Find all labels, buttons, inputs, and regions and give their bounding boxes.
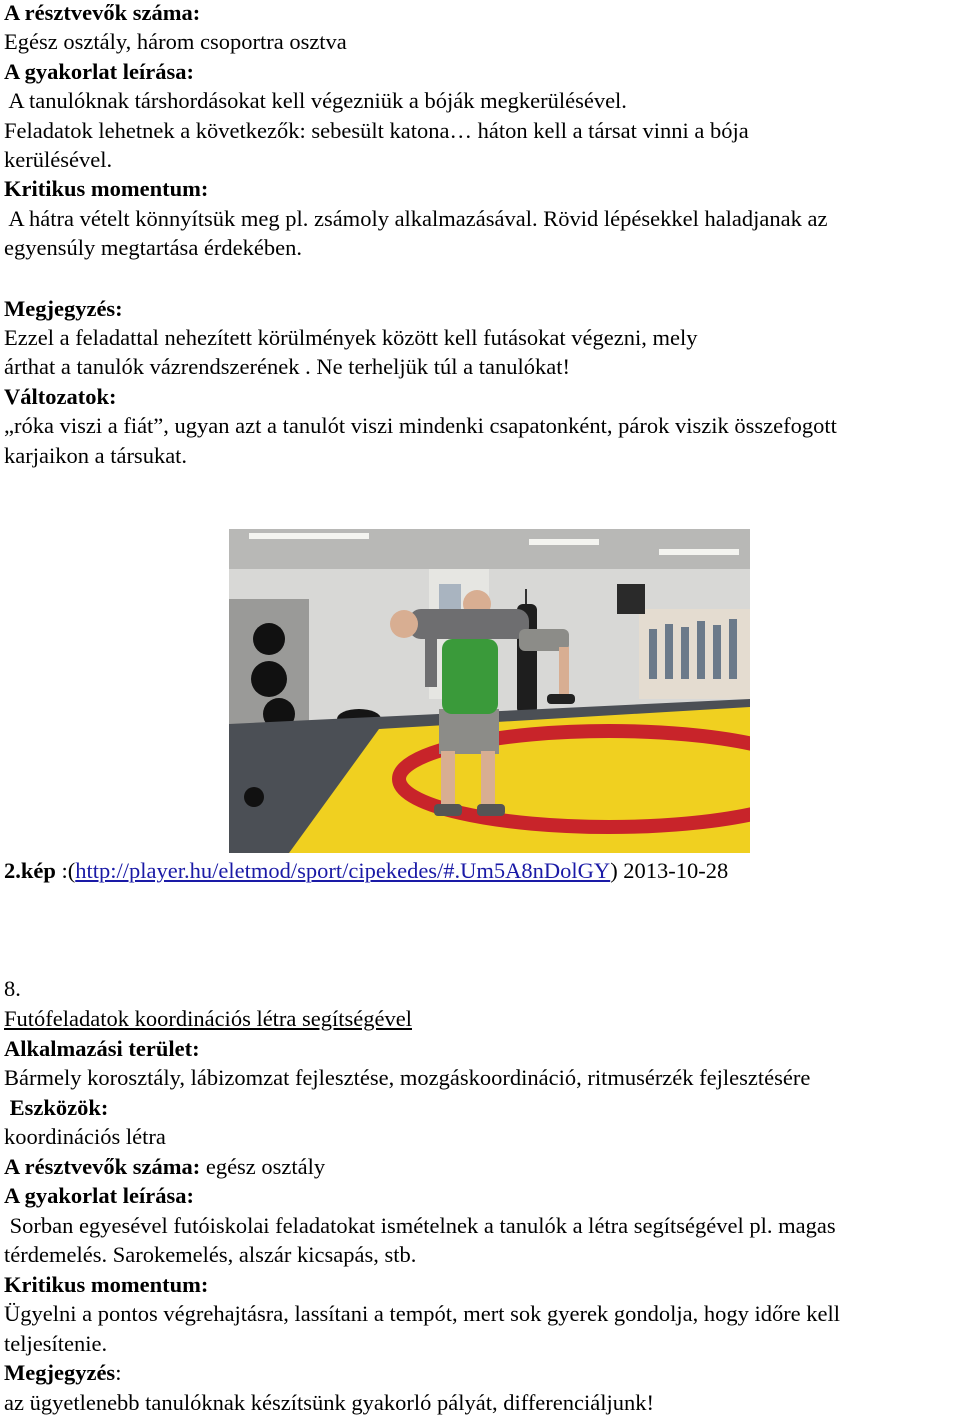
caption-prefix: :( (55, 858, 76, 883)
note-label: Megjegyzés: (4, 296, 123, 321)
description-line: kerülésével. (4, 147, 113, 172)
description-line: A tanulóknak társhordásokat kell végezniük a bóják megkerülésével. (4, 88, 627, 113)
variants-line: „róka viszi a fiát”, ugyan azt a tanulót viszi mindenki csapatonként, párok viszik összefogott (4, 413, 837, 438)
critical-line: A hátra vételt könnyítsük meg pl. zsámoly alkalmazásával. Rövid lépésekkel haladjanak az (4, 206, 828, 231)
caption-suffix: ) 2013-10-28 (610, 858, 729, 883)
area-label: Alkalmazási terület: (4, 1036, 200, 1061)
description-label: A gyakorlat leírása: (4, 59, 194, 84)
critical-line: Ügyelni a pontos végrehajtásra, lassítani a tempót, mert sok gyerek gondolja, hogy időre kell (4, 1301, 841, 1326)
critical-label: Kritikus momentum: (4, 1272, 209, 1297)
description-line: Sorban egyesével futóiskolai feladatokat ismételnek a tanulók a létra segítségével pl. magas (4, 1213, 836, 1238)
participants-value: Egész osztály, három csoportra osztva (4, 29, 347, 54)
caption-label: 2.kép (4, 858, 56, 883)
note-label: Megjegyzés (4, 1360, 116, 1385)
figure-caption (4, 856, 728, 885)
caption-link[interactable]: http://player.hu/eletmod/sport/cipekedes/#.Um5A8nDolGY (75, 858, 611, 883)
critical-line: egyensúly megtartása érdekében. (4, 235, 302, 260)
photo-illustration (229, 529, 750, 853)
tools-value: koordinációs létra (4, 1124, 166, 1149)
participants-row (4, 1152, 325, 1181)
section-number: 8. (4, 976, 21, 1001)
description-line: térdemelés. Sarokemelés, alszár kicsapás, stb. (4, 1242, 417, 1267)
variants-line: karjaikon a társukat. (4, 443, 188, 468)
participants-label: A résztvevők száma: (4, 0, 201, 25)
note-row (4, 1358, 121, 1387)
variants-label: Változatok: (4, 384, 117, 409)
section-title: Futófeladatok koordinációs létra segítségével (4, 1006, 412, 1031)
note-value: az ügyetlenebb tanulóknak készítsünk gyakorló pályát, differenciáljunk! (4, 1390, 654, 1415)
description-label: A gyakorlat leírása: (4, 1183, 194, 1208)
photo-piggyback-carry (229, 529, 750, 853)
area-value: Bármely korosztály, lábizomzat fejlesztése, mozgáskoordináció, ritmusérzék fejlesztésére (4, 1065, 811, 1090)
note-line: árthat a tanulók vázrendszerének . Ne terheljük túl a tanulókat! (4, 354, 571, 379)
critical-line: teljesítenie. (4, 1331, 108, 1356)
critical-label: Kritikus momentum: (4, 176, 209, 201)
participants-label: A résztvevők száma: (4, 1154, 201, 1179)
note-colon: : (115, 1360, 122, 1385)
description-line: Feladatok lehetnek a következők: sebesült katona… háton kell a társat vinni a bója (4, 118, 749, 143)
note-line: Ezzel a feladattal nehezített körülmények között kell futásokat végezni, mely (4, 325, 698, 350)
participants-value: egész osztály (200, 1154, 326, 1179)
tools-label: Eszközök: (4, 1095, 109, 1120)
